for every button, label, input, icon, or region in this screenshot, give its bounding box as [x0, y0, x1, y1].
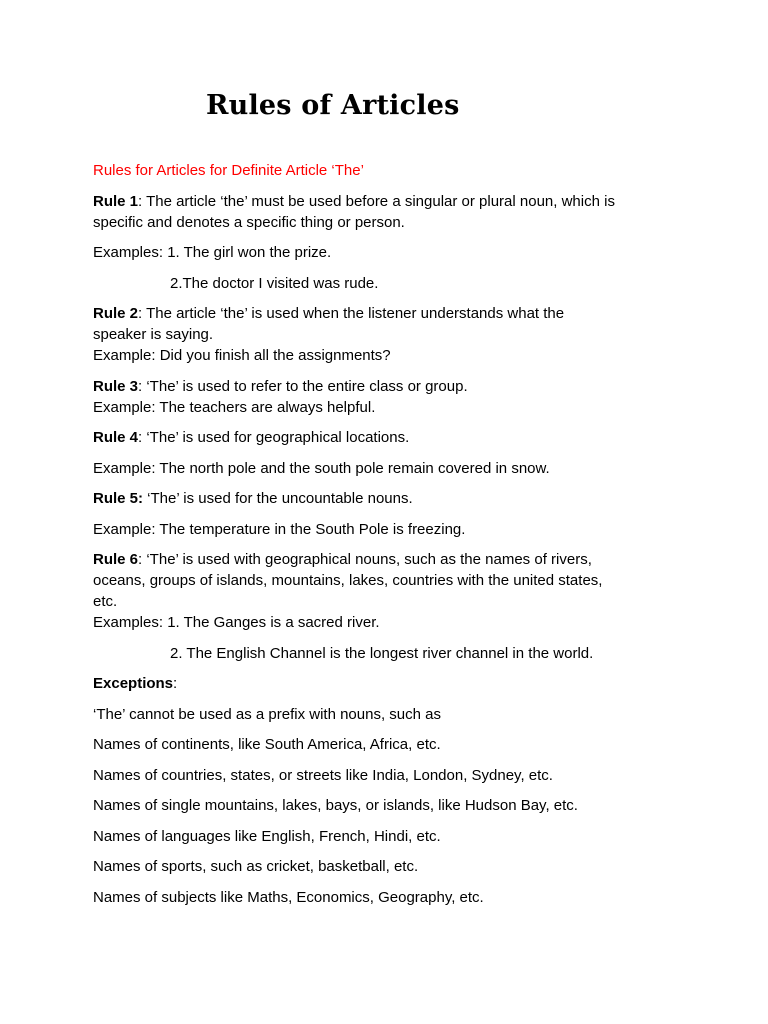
- exception-item: Names of subjects like Maths, Economics, Geography, etc.: [93, 888, 484, 906]
- exception-item: Names of continents, like South America, Africa, etc.: [93, 736, 441, 753]
- rule-4-label: Rule 4: [93, 429, 139, 446]
- rule-1-line-1: [93, 191, 693, 212]
- rule-2-paragraph: [93, 303, 693, 366]
- rule-6-example-1: Examples: 1. The Ganges is a sacred river.: [93, 614, 380, 631]
- exception-item: Names of countries, states, or streets like India, London, Sydney, etc.: [93, 766, 553, 784]
- document-body: [93, 160, 693, 917]
- rule-5-text: ‘The’ is used for the uncountable nouns.: [143, 490, 413, 507]
- rule-5-paragraph: [93, 488, 693, 509]
- exception-item: Names of single mountains, lakes, bays, or islands, like Hudson Bay, etc.: [93, 797, 578, 814]
- rule-6-line-2: oceans, groups of islands, mountains, lakes, countries with the united states,: [93, 572, 603, 589]
- exception-item: Names of sports, such as cricket, basketball, etc.: [93, 858, 419, 875]
- rule-1-paragraph: [93, 191, 693, 233]
- rule-4-text: : ‘The’ is used for geographical locations.: [138, 429, 410, 446]
- rule-1-example-1: Examples: 1. The girl won the prize.: [93, 244, 332, 261]
- rule-6-line-3: etc.: [93, 593, 118, 610]
- rule-6-paragraph: [93, 549, 693, 633]
- exceptions-heading: [93, 673, 693, 694]
- rule-4-paragraph: [93, 427, 693, 448]
- page-title: Rules of Articles: [206, 90, 460, 121]
- rule-1-label: Rule 1: [93, 192, 139, 210]
- rule-6-label: Rule 6: [93, 551, 139, 568]
- rule-3-text: : ‘The’ is used to refer to the entire class or group.: [138, 377, 468, 395]
- rule-2-line-1: [93, 303, 693, 324]
- exceptions-colon: :: [173, 675, 178, 692]
- rule-6-line-1: [93, 549, 693, 570]
- rule-5-label: Rule 5:: [93, 490, 144, 507]
- exceptions-label: Exceptions: [93, 675, 174, 692]
- rule-1-line-2: specific and denotes a specific thing or person.: [93, 213, 405, 231]
- rule-3-label: Rule 3: [93, 377, 139, 395]
- rule-3-line-1: [93, 376, 693, 397]
- rule-3-paragraph: [93, 376, 693, 418]
- rule-6-example-2: 2. The English Channel is the longest river channel in the world.: [170, 644, 594, 662]
- rule-2-example: Example: Did you finish all the assignments?: [93, 347, 391, 364]
- rule-3-example: Example: The teachers are always helpful.: [93, 398, 376, 416]
- rule-6-text: : ‘The’ is used with geographical nouns, such as the names of rivers,: [138, 551, 592, 568]
- rule-4-example: Example: The north pole and the south pole remain covered in snow.: [93, 459, 550, 477]
- rule-1-text: : The article ‘the’ must be used before a singular or plural noun, which is: [138, 192, 615, 210]
- exceptions-intro: ‘The’ cannot be used as a prefix with nouns, such as: [93, 705, 441, 723]
- rule-2-text: : The article ‘the’ is used when the listener understands what the: [138, 305, 565, 322]
- section-heading: Rules for Articles for Definite Article ‘The’: [93, 162, 364, 179]
- rule-2-label: Rule 2: [93, 305, 139, 322]
- rule-1-example-2: 2.The doctor I visited was rude.: [170, 274, 379, 292]
- rule-2-line-2: speaker is saying.: [93, 326, 214, 343]
- rule-5-example: Example: The temperature in the South Pole is freezing.: [93, 520, 466, 538]
- exception-item: Names of languages like English, French, Hindi, etc.: [93, 827, 441, 845]
